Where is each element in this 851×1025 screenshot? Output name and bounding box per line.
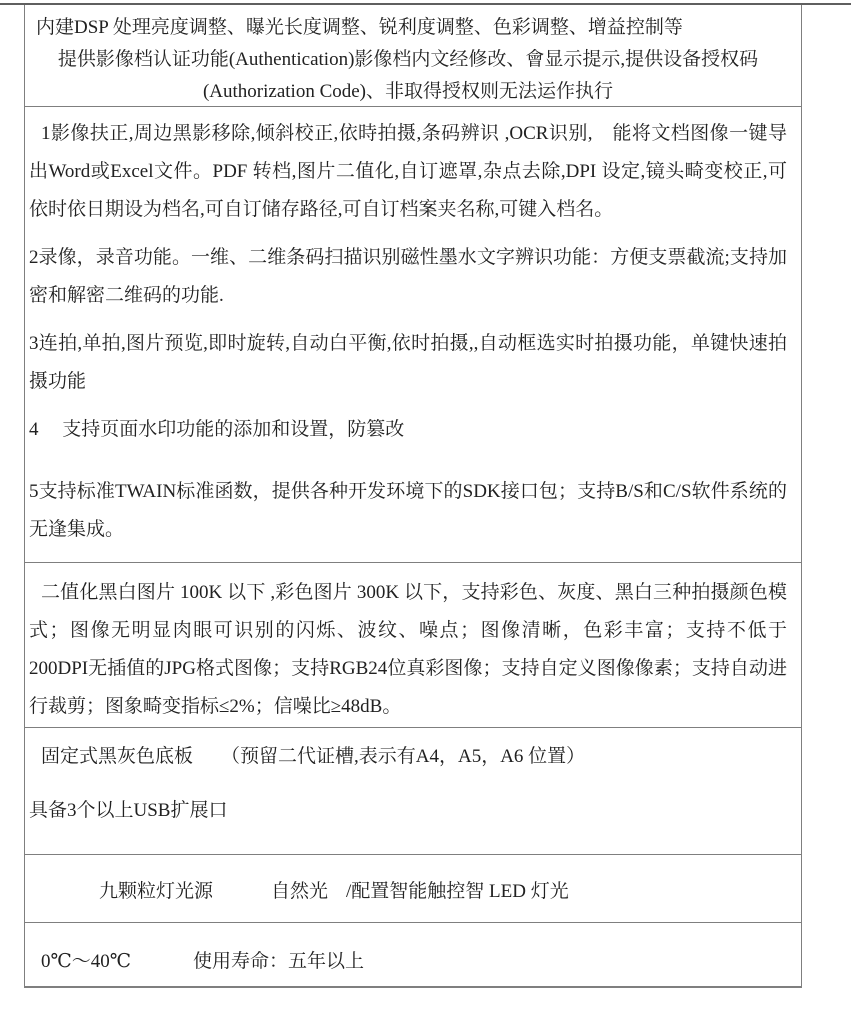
baseplate-line [29,738,787,776]
feature-paragraph-5: 5支持标准TWAIN标准函数，提供各种开发环境下的SDK接口包；支持B/S和C/S软件系统的无逢集成。 [29,481,787,540]
feature-paragraph-4: 4 支持页面水印功能的添加和设置，防篡改 [29,419,405,440]
lamp-count-label: 九颗粒灯光源 [99,881,214,902]
spec-table [24,5,802,988]
table-row-software-features [25,107,801,563]
table-row-image-auth [25,5,801,107]
natural-light-label: 自然光 [271,881,329,902]
feature-paragraph-2: 2录像，录音功能。一维、二维条码扫描识别磁性墨水文字辨识功能：方便支票截流;支持加密和解密二维码的功能. [29,247,787,306]
table-row-light-source [25,855,801,923]
baseplate-name: 固定式黑灰色底板 [41,746,194,767]
dsp-processing-line: 内建DSP 处理亮度调整、曝光长度调整、锐利度调整、色彩调整、增益控制等 [36,17,683,38]
feature-paragraph-3: 3连拍,单拍,图片预览,即时旋转,自动白平衡,依时拍摄,,自动框选实时拍摄功能，单键快速拍摄功能 [29,333,787,392]
feature-paragraph-1: 1影像扶正,周边黑影移除,倾斜校正,依時拍摄,条码辨识 ,OCR识别, 能将文档图像一键导出Word或Excel文件。PDF 转档,图片二值化,自订遮罩,杂点去除,DPI 设定,镜头畸变校正,可依时依日期设为档名,可自订储存路径,可自订档案夹名称,可键入档名。 [29,123,787,220]
operating-temperature-label: 0℃～40℃ [41,951,132,972]
image-quality-paragraph: 二值化黑白图片 100K 以下 ,彩色图片 300K 以下，支持彩色、灰度、黑白三种拍摄颜色模式；图像无明显肉眼可识别的闪烁、波纹、噪点；图像清晰，色彩丰富；支持不低于200DPI无插值的JPG格式图像；支持RGB24位真彩图像；支持自定义图像像素；支持自动进行裁剪；图象畸变指标≤2%；信噪比≥48dB。 [29,582,787,717]
baseplate-note: （预留二代证槽,表示有A4，A5，A6 位置） [221,746,586,767]
authorization-code-line: (Authorization Code)、非取得授权则无法运作执行 [202,81,614,102]
light-source-line [29,873,787,911]
table-row-image-quality [25,563,801,728]
environment-line [29,943,787,981]
lifespan-label: 使用寿命：五年以上 [193,951,365,972]
authentication-line: 提供影像档认证功能(Authentication)影像档内文经修改、會显示提示,提供设备授权码 [57,49,759,70]
table-row-baseplate [25,728,801,855]
usb-ports-line: 具备3个以上USB扩展口 [29,800,228,821]
led-config-label: /配置智能触控智 LED 灯光 [346,881,569,902]
table-row-environment [25,923,801,988]
